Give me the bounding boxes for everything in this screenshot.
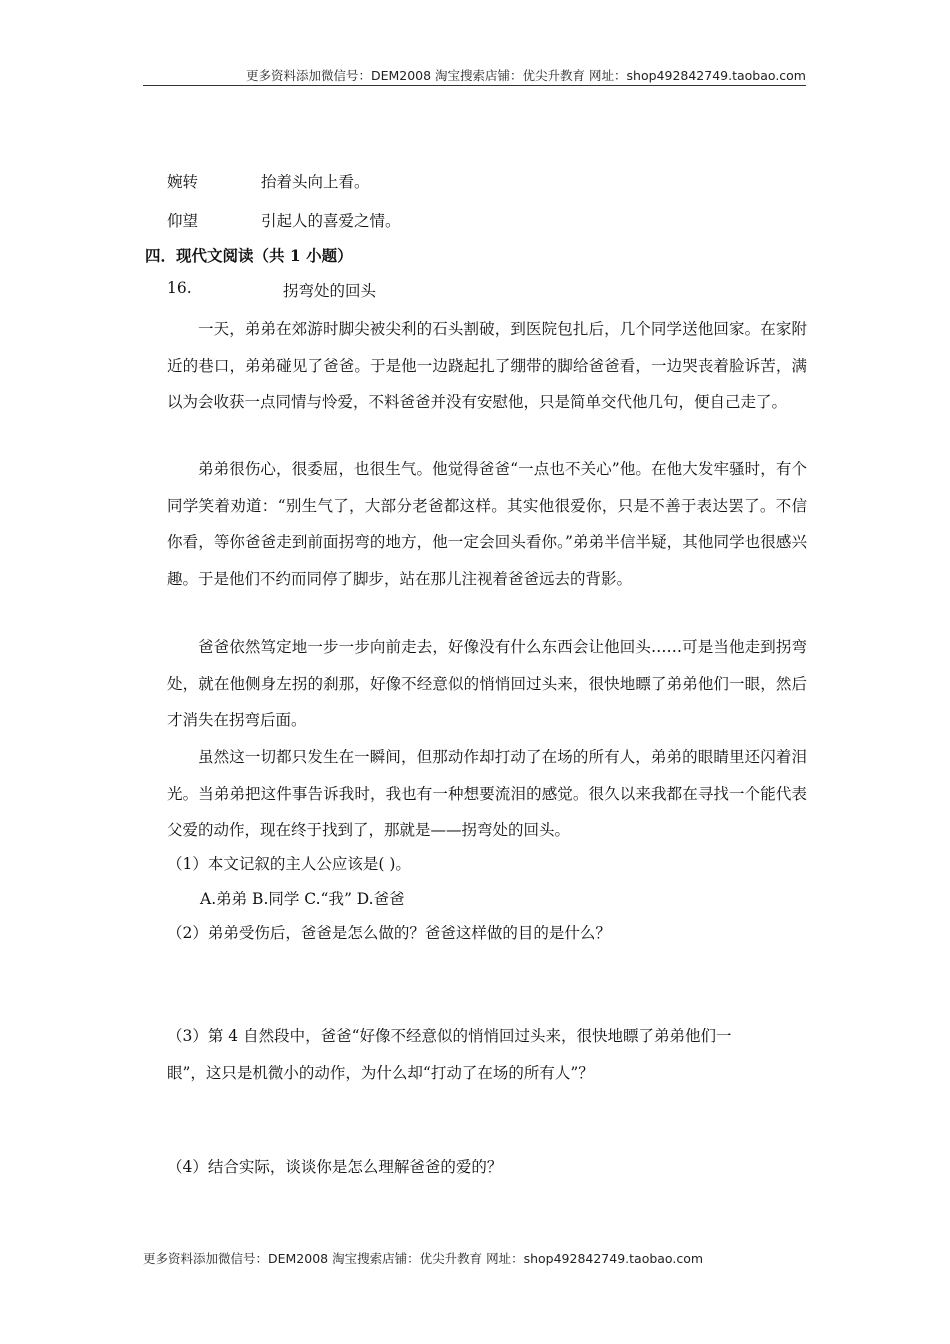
- question-3-line-2: 眼”，这只是机微小的动作，为什么却“打动了在场的所有人”？: [167, 1064, 594, 1082]
- question-1-options: A.弟弟 B.同学 C.“我” D.爸爸: [200, 890, 405, 908]
- matching-word-1: 婉转: [167, 173, 199, 191]
- page-header: 更多资料添加微信号：DEM2008 淘宝搜索店铺：优尖升教育 网址：shop492842749.taobao.com: [245, 68, 806, 83]
- matching-meaning-2: 引起人的喜爱之情。: [261, 212, 401, 230]
- passage-paragraph-3: 爸爸依然笃定地一步一步向前走去，好像没有什么东西会让他回头……可是当他走到拐弯处，就在他侧身左拐的刹那，好像不经意似的悄悄回过头来，很快地瞟了弟弟他们一眼，然后才消失在拐弯后面。: [167, 638, 807, 729]
- question-2: （2）弟弟受伤后，爸爸是怎么做的？爸爸这样做的目的是什么？: [167, 924, 611, 942]
- question-3-line-1: （3）第 4 自然段中，爸爸“好像不经意似的悄悄回过头来，很快地瞟了弟弟他们一: [167, 1027, 732, 1045]
- passage-title: 拐弯处的回头: [283, 282, 377, 300]
- matching-meaning-1: 抬着头向上看。: [261, 173, 370, 191]
- question-4: （4）结合实际，谈谈你是怎么理解爸爸的爱的？: [167, 1158, 503, 1176]
- passage-paragraph-2: 弟弟很伤心，很委屈，也很生气。他觉得爸爸“一点也不关心”他。在他大发牢骚时，有个同学笑着劝道：“别生气了，大部分老爸都这样。其实他很爱你，只是不善于表达罢了。不信你看，等你爸爸走到前面拐弯的地方，他一定会回头看你。”弟弟半信半疑，其他同学也很感兴趣。于是他们不约而同停了脚步，站在那儿注视着爸爸远去的背影。: [167, 460, 807, 588]
- passage-paragraph-1: 一天，弟弟在郊游时脚尖被尖利的石头割破，到医院包扎后，几个同学送他回家。在家附近的巷口，弟弟碰见了爸爸。于是他一边跷起扎了绷带的脚给爸爸看，一边哭丧着脸诉苦，满以为会收获一点同情与怜爱，不料爸爸并没有安慰他，只是简单交代他几句，便自己走了。: [167, 320, 807, 411]
- matching-word-2: 仰望: [167, 212, 199, 230]
- section-title: 四．现代文阅读（共 1 小题）: [145, 246, 353, 265]
- passage-paragraph-4: 虽然这一切都只发生在一瞬间，但那动作却打动了在场的所有人，弟弟的眼睛里还闪着泪光。当弟弟把这件事告诉我时，我也有一种想要流泪的感觉。很久以来我都在寻找一个能代表父爱的动作，现在终于找到了，那就是——拐弯处的回头。: [167, 748, 807, 839]
- question-1: （1）本文记叙的主人公应该是( )。: [167, 855, 411, 873]
- question-number: 16.: [167, 279, 192, 297]
- page-footer: 更多资料添加微信号：DEM2008 淘宝搜索店铺：优尖升教育 网址：shop492842749.taobao.com: [143, 1251, 704, 1266]
- header-divider: [143, 85, 806, 86]
